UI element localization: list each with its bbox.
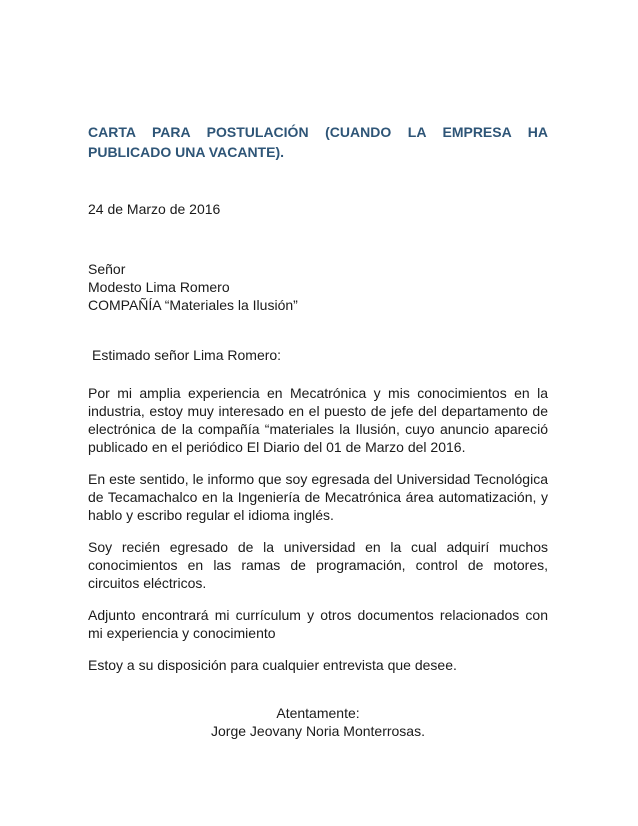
paragraph-knowledge: Soy recién egresado de la universidad en la cual adquirí muchos conocimientos en las ramas de programación, control de motores, circuitos eléctricos. (88, 539, 548, 591)
letter-title: CARTA PARA POSTULACIÓN (CUANDO LA EMPRESA HA PUBLICADO UNA VACANTE). (88, 124, 548, 160)
recipient-block (88, 260, 548, 314)
valediction: Atentamente: (276, 705, 360, 721)
signature-name: Jorge Jeovany Noria Monterrosas. (211, 723, 425, 739)
salutation: Estimado señor Lima Romero: (92, 347, 282, 363)
recipient-honorific: Señor (88, 261, 126, 277)
paragraph-experience: Por mi amplia experiencia en Mecatrónica y mis conocimientos en la industria, estoy muy interesado en el puesto de jefe del departamento de electrónica de la compañía “materiales la Ilusión, cuyo anuncio apareció publicado en el periódico El Diario del 01 de Marzo del 2016. (88, 385, 548, 455)
paragraph-education: En este sentido, le informo que soy egresada del Universidad Tecnológica de Tecamachalco en la Ingeniería de Mecatrónica área automatización, y hablo y escribo regular el idioma inglés. (88, 471, 548, 523)
recipient-company: COMPAÑÍA “Materiales la Ilusión” (88, 297, 298, 313)
recipient-name: Modesto Lima Romero (88, 279, 230, 295)
closing-block (88, 704, 548, 740)
letter-date: 24 de Marzo de 2016 (88, 201, 221, 217)
letter-body (88, 122, 548, 740)
paragraph-availability: Estoy a su disposición para cualquier entrevista que desee. (88, 657, 457, 673)
paragraph-attachments: Adjunto encontrará mi currículum y otros documentos relacionados con mi experiencia y conocimiento (88, 607, 548, 641)
